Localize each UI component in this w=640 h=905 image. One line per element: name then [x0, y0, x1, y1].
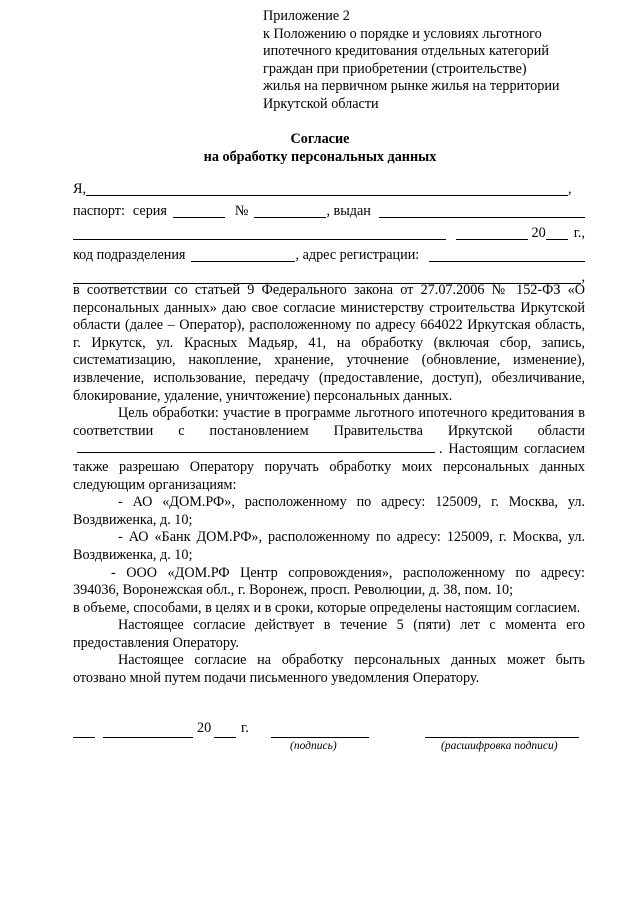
appendix-header	[263, 8, 603, 114]
issued-by-field-continued[interactable]	[73, 225, 446, 240]
name-row	[73, 177, 585, 199]
consent-body	[73, 282, 585, 688]
appendix-line-1: Приложение 2	[263, 8, 350, 24]
division-code-field[interactable]	[191, 247, 295, 262]
reg-address-field[interactable]	[429, 247, 585, 262]
appendix-line-6: Иркутской области	[263, 95, 379, 112]
issued-by-field[interactable]	[379, 203, 585, 218]
signature-caption: (подпись)	[290, 740, 337, 752]
name-comma: ,	[568, 181, 572, 198]
signature-block	[73, 718, 585, 738]
validity-paragraph: Настоящее согласие действует в течение 5 (пяти) лет с момента его предоставления Оператору.	[73, 617, 585, 651]
document-title: Согласие	[290, 131, 350, 147]
issued-label: , выдан	[326, 203, 371, 220]
appendix-line-5: жилья на первичном рынке жилья на территории	[263, 78, 560, 95]
full-name-field[interactable]	[86, 181, 568, 196]
issued-date-row	[73, 221, 585, 243]
revocation-paragraph: Настоящее согласие на обработку персональных данных может быть отозвано мной путем подачи письменного уведомления Оператору.	[73, 652, 585, 687]
reg-address-label: , адрес регистрации:	[295, 247, 420, 264]
sign-year-field[interactable]	[214, 723, 236, 738]
issue-year-prefix: 20	[531, 225, 546, 242]
sign-month-field[interactable]	[103, 723, 193, 738]
issue-year-suffix: г.,	[573, 225, 585, 242]
passport-row	[73, 199, 585, 221]
org-item-1: - АО «ДОМ.РФ», расположенному по адресу: 125009, г. Москва, ул. Воздвиженка, д. 10;	[73, 494, 585, 528]
purpose-paragraph	[73, 405, 585, 494]
passport-label: паспорт:	[73, 203, 125, 220]
passport-series-field[interactable]	[173, 203, 225, 218]
issue-day-month-field[interactable]	[456, 225, 528, 240]
resolution-field[interactable]	[77, 440, 435, 453]
scope-paragraph: в объеме, способами, в целях и в сроки, которые определены настоящим согласием.	[73, 599, 581, 616]
purpose-text-b: . Настоящим согласием также разрешаю Оператору поручать обработку моих персональных данных следующим организациям:	[73, 441, 585, 493]
signature-decode-caption: (расшифровка подписи)	[441, 740, 558, 752]
issue-year-field[interactable]	[546, 225, 568, 240]
org-item-2: - АО «Банк ДОМ.РФ», расположенному по адресу: 125009, г. Москва, ул. Воздвиженка, д. 10;	[73, 529, 585, 563]
sign-year-prefix: 20	[197, 720, 212, 737]
appendix-line-4: граждан при приобретении (строительстве)	[263, 60, 527, 77]
sign-year-suffix: г.	[241, 720, 249, 737]
appendix-line-2: к Положению о порядке и условиях льготного	[263, 25, 542, 42]
org-item-3: - ООО «ДОМ.РФ Центр сопровождения», расположенному по адресу: 394036, Воронежская обл., г. Воронеж, просп. Революции, д. 38, пом. 10;	[73, 564, 585, 599]
consent-paragraph-1: в соответствии со статьей 9 Федерального закона от 27.07.2006 № 152-ФЗ «О персональных данных» даю свое согласие министерству строительства Иркутской области (далее – Оператор), расположенному по адресу 664022 Иркутская область, г. Иркутск, ул. Красных Мадьяр, 41, на обработку (включая сбор, запись, систематизацию, накопление, хранение, уточнение (обновление, изменение), извлечение, использование, передачу (предоставление, доступ), обезличивание, блокирование, удаление, уничтожение) персональных данных.	[73, 282, 585, 404]
purpose-text-a: Цель обработки: участие в программе льготного ипотечного кредитования в соответствии с постановлением Правительства Иркутской области	[73, 405, 585, 439]
division-code-label: код подразделения	[73, 247, 186, 264]
division-row	[73, 243, 585, 265]
series-label: серия	[132, 203, 167, 220]
personal-fields	[73, 177, 585, 287]
sign-day-field[interactable]	[73, 723, 95, 738]
signature-decode-field[interactable]	[425, 723, 579, 738]
document-subtitle: на обработку персональных данных	[203, 149, 437, 165]
number-label: №	[234, 203, 249, 220]
signature-field[interactable]	[271, 723, 369, 738]
passport-number-field[interactable]	[254, 203, 326, 218]
appendix-line-3: ипотечного кредитования отдельных категорий	[263, 43, 549, 60]
reg-address-comma: ,	[581, 269, 585, 286]
i-label: Я,	[73, 181, 87, 198]
